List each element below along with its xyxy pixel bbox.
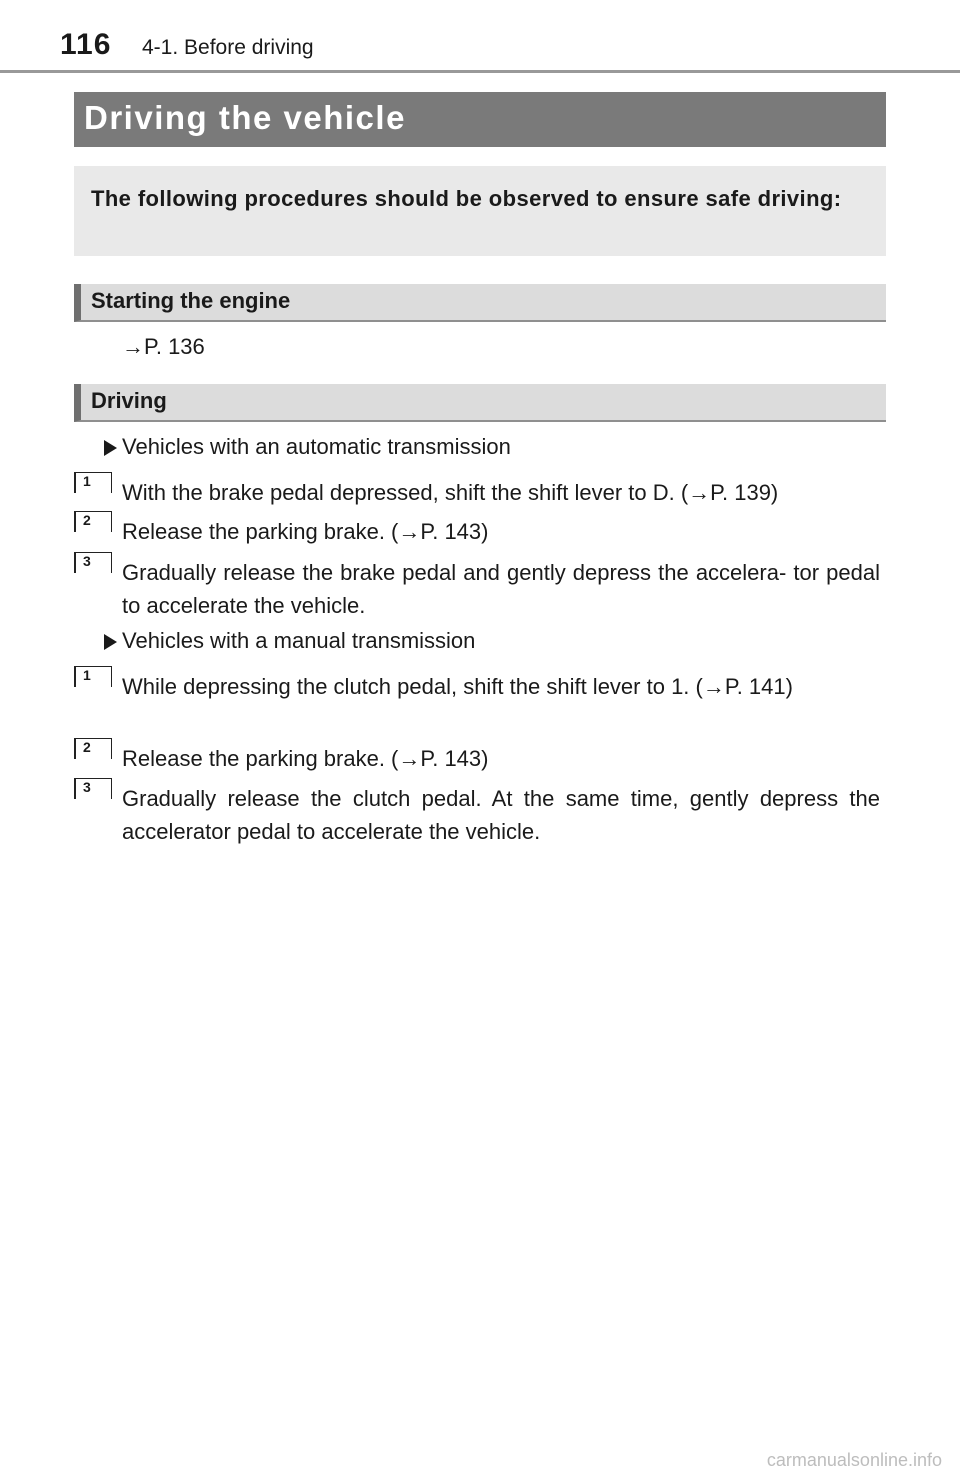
page-reference-link[interactable]: →P. 136 — [122, 334, 205, 359]
subheading-label: Vehicles with an automatic transmission — [122, 434, 511, 459]
step-text: Gradually release the clutch pedal. At the same time, gently depress the accelerator pedal to accelerate the vehicle. — [122, 786, 880, 844]
step-number-badge: 1 — [74, 666, 112, 687]
step-text: While depressing the clutch pedal, shift the shift lever to 1. (→P. 141) — [122, 674, 793, 699]
watermark: carmanualsonline.info — [766, 1450, 942, 1470]
intro-box — [74, 166, 886, 256]
section-heading-starting-engine — [74, 284, 886, 322]
step-number-badge: 2 — [74, 738, 112, 759]
step-text: Release the parking brake. (→P. 143) — [122, 746, 489, 771]
section-heading-driving — [74, 384, 886, 422]
page-header — [0, 0, 960, 76]
page-title: Driving the vehicle — [84, 99, 406, 136]
section-heading-label: Driving — [91, 388, 167, 413]
intro-text: The following procedures should be observed to ensure safe driving: — [91, 186, 842, 211]
step-text: Gradually release the brake pedal and gently depress the accelera- tor pedal to accelerate the vehicle. — [122, 560, 880, 618]
triangle-bullet-icon — [104, 440, 117, 456]
step-text: With the brake pedal depressed, shift the shift lever to D. (→P. 139) — [122, 480, 779, 505]
page-title-bar — [74, 92, 886, 147]
step-text: Release the parking brake. (→P. 143) — [122, 519, 489, 544]
step-number-badge: 3 — [74, 778, 112, 799]
step-number-badge: 1 — [74, 472, 112, 493]
section-heading-label: Starting the engine — [91, 288, 291, 313]
subheading-label: Vehicles with a manual transmission — [122, 628, 476, 653]
page-number: 116 — [60, 28, 112, 61]
triangle-bullet-icon — [104, 634, 117, 650]
chapter-label: 4-1. Before driving — [142, 36, 314, 59]
step-number-badge: 3 — [74, 552, 112, 573]
header-divider — [0, 70, 960, 73]
step-number-badge: 2 — [74, 511, 112, 532]
